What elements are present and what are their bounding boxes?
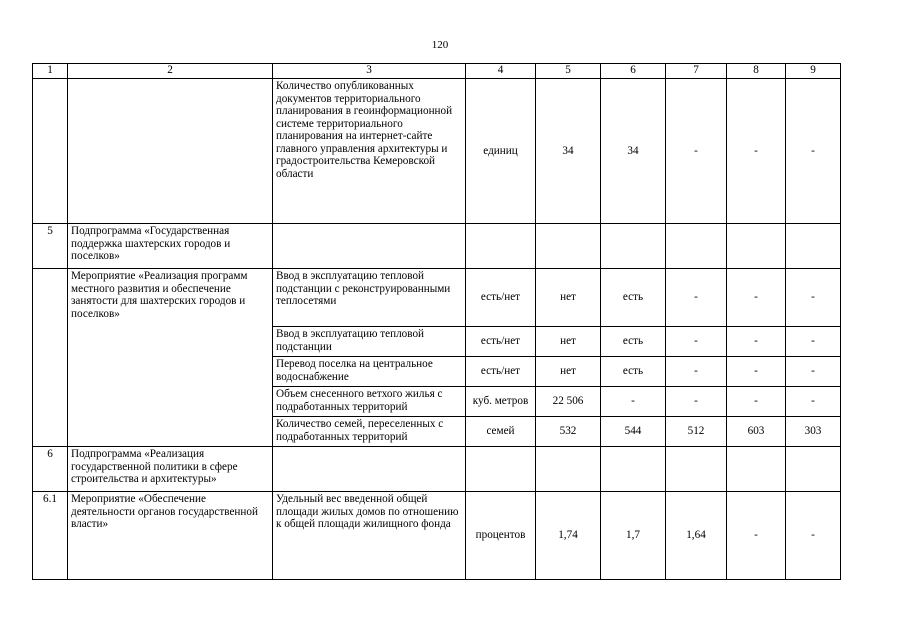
value-cell: 34 [601,79,666,224]
page-number: 120 [431,39,449,51]
row-id: 5 [33,224,68,269]
table-row [33,79,841,224]
value-cell: 1,74 [536,492,601,580]
unit-cell: есть/нет [466,357,536,387]
unit-cell: процентов [466,492,536,580]
column-header: 4 [466,64,536,79]
value-cell: - [786,79,841,224]
unit-cell: есть/нет [466,269,536,327]
row-name [68,79,273,224]
table-row [33,224,841,269]
table-row [33,269,841,327]
value-cell: - [727,79,786,224]
value-cell: - [727,269,786,327]
header-row [33,64,841,79]
indicator-cell: Количество семей, переселенных с подработанных территорий [273,417,466,447]
row-id [33,79,68,224]
value-cell: - [786,357,841,387]
column-header: 6 [601,64,666,79]
value-cell: - [666,269,727,327]
value-cell: - [666,387,727,417]
value-cell: есть [601,269,666,327]
indicator-cell: Удельный вес введенной общей площади жилых домов по отношению к общей площади жилищного фонда [273,492,466,580]
activity-name: Мероприятие «Реализация программ местного развития и обеспечение занятости для шахтерских городов и поселков» [68,269,273,447]
indicators-table [32,63,841,580]
indicator-cell: Объем снесенного ветхого жилья с подработанных территорий [273,387,466,417]
value-cell: - [601,387,666,417]
value-cell: 1,64 [666,492,727,580]
column-header: 7 [666,64,727,79]
value-cell: - [786,492,841,580]
column-header: 3 [273,64,466,79]
value-cell: - [727,357,786,387]
value-cell: 1,7 [601,492,666,580]
column-header: 5 [536,64,601,79]
value-cell: - [786,387,841,417]
unit-cell: есть/нет [466,327,536,357]
row-id [33,269,68,447]
value-cell: есть [601,357,666,387]
subprogram-name: Подпрограмма «Государственная поддержка шахтерских городов и поселков» [68,224,273,269]
unit-cell: единиц [466,79,536,224]
value-cell: есть [601,327,666,357]
table-row [33,492,841,580]
value-cell: - [727,387,786,417]
value-cell: 303 [786,417,841,447]
value-cell: нет [536,357,601,387]
value-cell: - [786,269,841,327]
column-header: 1 [33,64,68,79]
value-cell: 544 [601,417,666,447]
unit-cell: семей [466,417,536,447]
column-header: 2 [68,64,273,79]
indicator-cell: Количество опубликованных документов территориального планирования в геоинформационной системе территориального планирования на интернет-сайте главного управления архитектуры и градостроительства Кемеровской области [273,79,466,224]
value-cell: 512 [666,417,727,447]
indicator-cell: Перевод поселка на центральное водоснабжение [273,357,466,387]
value-cell: 532 [536,417,601,447]
value-cell: - [727,492,786,580]
value-cell: - [666,327,727,357]
indicator-cell: Ввод в эксплуатацию тепловой подстанции [273,327,466,357]
value-cell: - [786,327,841,357]
value-cell: - [666,79,727,224]
row-id: 6 [33,447,68,492]
value-cell: - [727,327,786,357]
value-cell: 34 [536,79,601,224]
value-cell: 22 506 [536,387,601,417]
table-row [33,447,841,492]
column-header: 9 [786,64,841,79]
unit-cell: куб. метров [466,387,536,417]
value-cell: - [666,357,727,387]
activity-name: Мероприятие «Обеспечение деятельности органов государственной власти» [68,492,273,580]
row-id: 6.1 [33,492,68,580]
indicator-cell: Ввод в эксплуатацию тепловой подстанции с реконструированными теплосетями [273,269,466,327]
value-cell: нет [536,269,601,327]
value-cell: нет [536,327,601,357]
subprogram-name: Подпрограмма «Реализация государственной политики в сфере строительства и архитектуры» [68,447,273,492]
value-cell: 603 [727,417,786,447]
column-header: 8 [727,64,786,79]
